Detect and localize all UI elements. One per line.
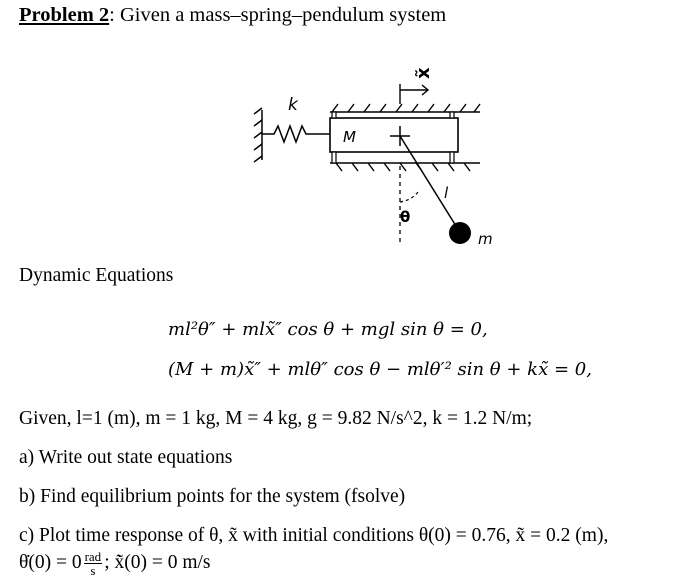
angle-arc (400, 192, 418, 202)
part-c-line-2 (19, 550, 211, 577)
initial-theta-dot: θ̇(0) = 0 (19, 551, 82, 573)
fraction-denominator: s (90, 563, 96, 578)
problem-title (19, 4, 446, 27)
problem-number: Problem 2 (19, 4, 110, 26)
wall (254, 108, 262, 162)
equation-2: (M + m)x̃″ + mlθ″ cos θ − mlθ′² sin θ + kx̃ = 0, (168, 359, 592, 380)
angle-label: θ (400, 208, 411, 226)
equation-1: ml²θ″ + mlx̃″ cos θ + mgl sin θ = 0, (168, 319, 488, 340)
mass-spring-pendulum-diagram (240, 48, 500, 253)
spring-label-k: k (288, 95, 298, 115)
problem-title-text: : Given a mass–spring–pendulum system (109, 4, 447, 26)
part-c-line-1: c) Plot time response of θ, x̃ with initial conditions θ(0) = 0.76, x̃ = 0.2 (m), (19, 525, 609, 546)
top-rail (330, 104, 480, 112)
pendulum-bob (449, 222, 471, 244)
rod-label-l: l (444, 184, 449, 202)
given-parameters: Given, l=1 (m), m = 1 kg, M = 4 kg, g = 9.82 N/s^2, k = 1.2 N/m; (19, 408, 533, 429)
fraction-numerator: rad (84, 549, 102, 564)
dynamic-equations-heading: Dynamic Equations (19, 265, 174, 286)
rad-per-s-fraction (84, 550, 103, 577)
part-b: b) Find equilibrium points for the system (fsolve) (19, 486, 406, 507)
cart-label-M: M (343, 128, 356, 146)
bob-label-m: m (478, 230, 493, 248)
displacement-label: x̃ (413, 67, 434, 79)
displacement-arrow (400, 84, 428, 104)
bottom-rail (330, 163, 480, 171)
part-a: a) Write out state equations (19, 447, 233, 468)
initial-x-dot: ; x̃̇(0) = 0 m/s (104, 551, 211, 573)
spring (262, 126, 330, 142)
